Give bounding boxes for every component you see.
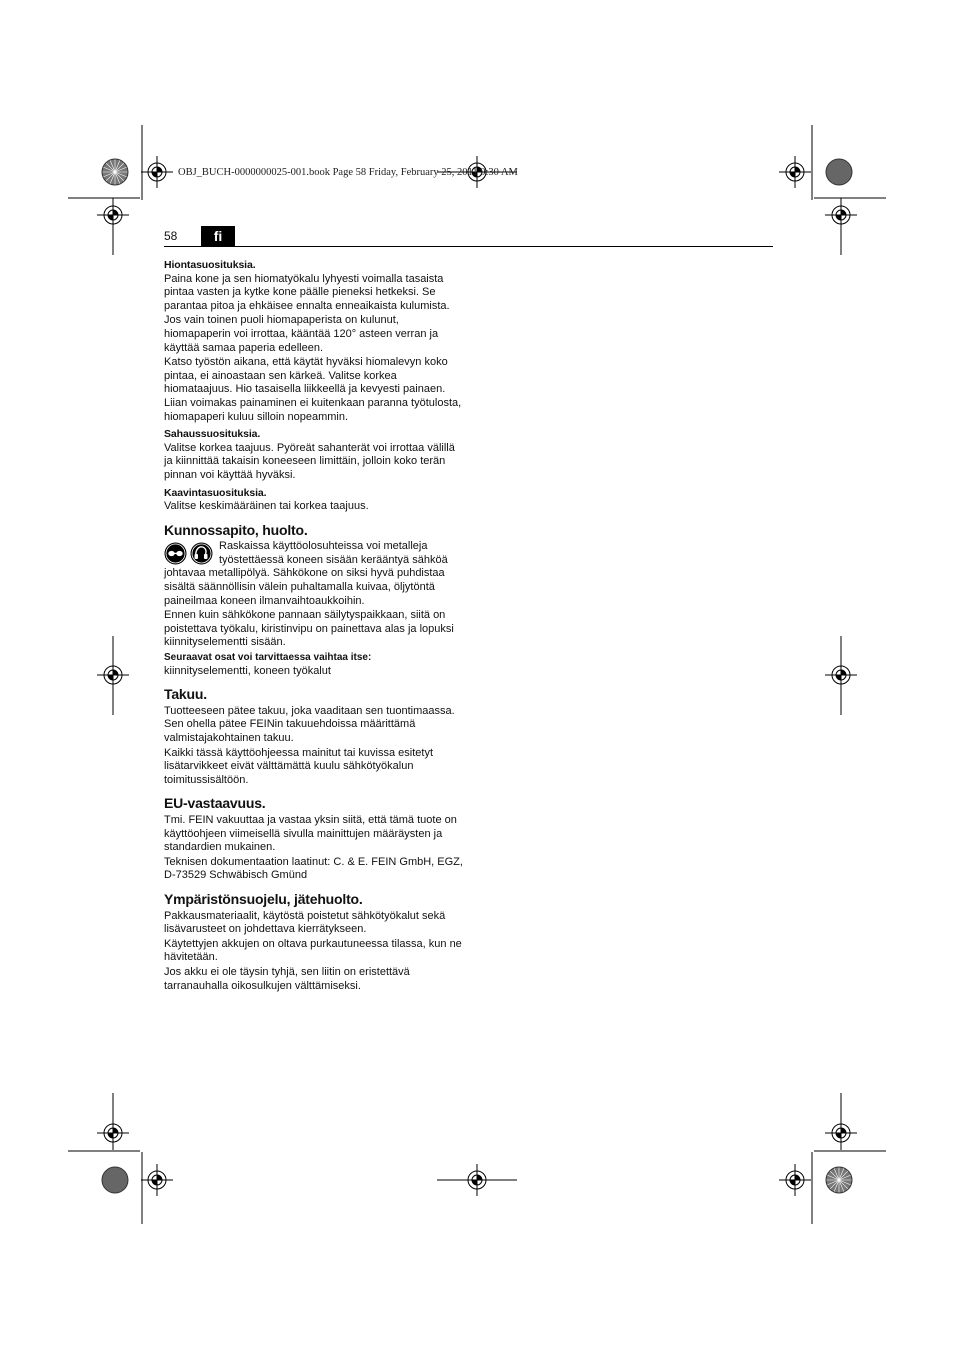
ear-protection-icon: [190, 542, 213, 565]
main-column: [164, 259, 464, 994]
print-header: OBJ_BUCH-0000000025-001.book Page 58 Friday, February 25, 2011 9:30 AM: [178, 167, 518, 178]
eye-protection-icon: [164, 542, 187, 565]
eu-conformity-p2: Teknisen dokumentaation laatinut: C. & E. FEIN GmbH, EGZ, D-73529 Schwäbisch Gmünd: [164, 855, 463, 882]
environment-p2: Käytettyjen akkujen on oltava purkautuneessa tilassa, kun ne hävitetään.: [164, 937, 462, 964]
sawing-tips-heading: Sahaussuosituksia.: [164, 428, 261, 441]
sanding-tips-p3: Katso työstön aikana, että käytät hyväksi hiomalevyn koko pintaa, ei ainoastaan sen kärkeä. Valitse korkea hiomataajuus. Hio tasaisella liikkeellä ja kevyesti painaen. Liian voimakas painaminen ei kuitenkaan paranna työtulosta, hiomapaperi kuluu silloin nopeammin.: [164, 356, 462, 423]
eu-conformity-p1: Tmi. FEIN vakuuttaa ja vastaa yksin siitä, että tämä tuote on käyttöohjeen viimeisellä sivulla mainittujen määräysten ja standardien mukainen.: [164, 813, 457, 854]
maintenance-parts-label: Seuraavat osat voi tarvittaessa vaihtaa itse:: [164, 652, 372, 664]
eu-conformity-heading: EU-vastaavuus.: [164, 795, 266, 812]
maintenance-heading: Kunnossapito, huolto.: [164, 521, 308, 538]
page-number: 58: [164, 229, 178, 243]
warranty-p2: Kaikki tässä käyttöohjeessa mainitut tai kuvissa esitetyt lisätarvikkeet eivät välttämättä kuulu sähkötyökalun toimitussisältöön.: [164, 746, 434, 786]
warranty-p1: Tuotteeseen pätee takuu, joka vaaditaan sen tuontimaassa. Sen ohella pätee FEINin takuuehdoissa määrittämä valmistajakohtainen takuu.: [164, 704, 455, 744]
maintenance-parts-list: kiinnityselementti, koneen työkalut: [164, 664, 331, 677]
ppe-icons: [164, 542, 213, 565]
maintenance-p2: Ennen kuin sähkökone pannaan säilytyspaikkaan, siitä on poistettava työkalu, kiristinvipu on painettava alas ja lopuksi kiinnityselementti sisään.: [164, 609, 454, 649]
scraping-tips-heading: Kaavintasuosituksia.: [164, 486, 267, 499]
maintenance-p1: Raskaissa käyttöolosuhteissa voi metalleja työstettäessä koneen sisään kerääntyä sähköä johtavaa metallipölyä. Sähkökone on siksi hyvä puhdistaa sisältä säännöllisin välein puhaltamalla kuivaa, öljytöntä paineilmaa koneen ilmanvaihtoaukkoihin.: [164, 540, 448, 607]
header-rule: [164, 246, 773, 247]
warranty-heading: Takuu.: [164, 686, 207, 703]
environment-heading: Ympäristönsuojelu, jätehuolto.: [164, 890, 363, 907]
sanding-tips-p2: Jos vain toinen puoli hiomapaperista on kulunut, hiomapaperin voi irrottaa, kääntää 120° asteen verran ja käyttää samaa paperia edelleen.: [164, 314, 439, 354]
language-tab: fi: [201, 226, 235, 246]
sawing-tips-p1: Valitse korkea taajuus. Pyöreät sahanterät voi irrottaa välillä ja kiinnittää takaisin koneeseen limittäin, jolloin koko terän pinnan voi käyttää hyväksi.: [164, 441, 455, 481]
environment-p3: Jos akku ei ole täysin tyhjä, sen liitin on eristettävä tarranauhalla oikosulkujen välttämiseksi.: [164, 965, 410, 992]
sanding-tips-heading: Hiontasuosituksia.: [164, 259, 256, 271]
environment-p1: Pakkausmateriaalit, käytöstä poistetut sähkötyökalut sekä lisävarusteet on johdettava kierrätykseen.: [164, 909, 446, 936]
scraping-tips-p1: Valitse keskimääräinen tai korkea taajuus.: [164, 500, 369, 513]
sanding-tips-p1: Paina kone ja sen hiomatyökalu lyhyesti voimalla tasaista pintaa vasten ja kytke kone päälle pieneksi hetkeksi. Se parantaa pitoa ja ehkäisee ennalta enneaikaista kulumista.: [164, 272, 450, 312]
